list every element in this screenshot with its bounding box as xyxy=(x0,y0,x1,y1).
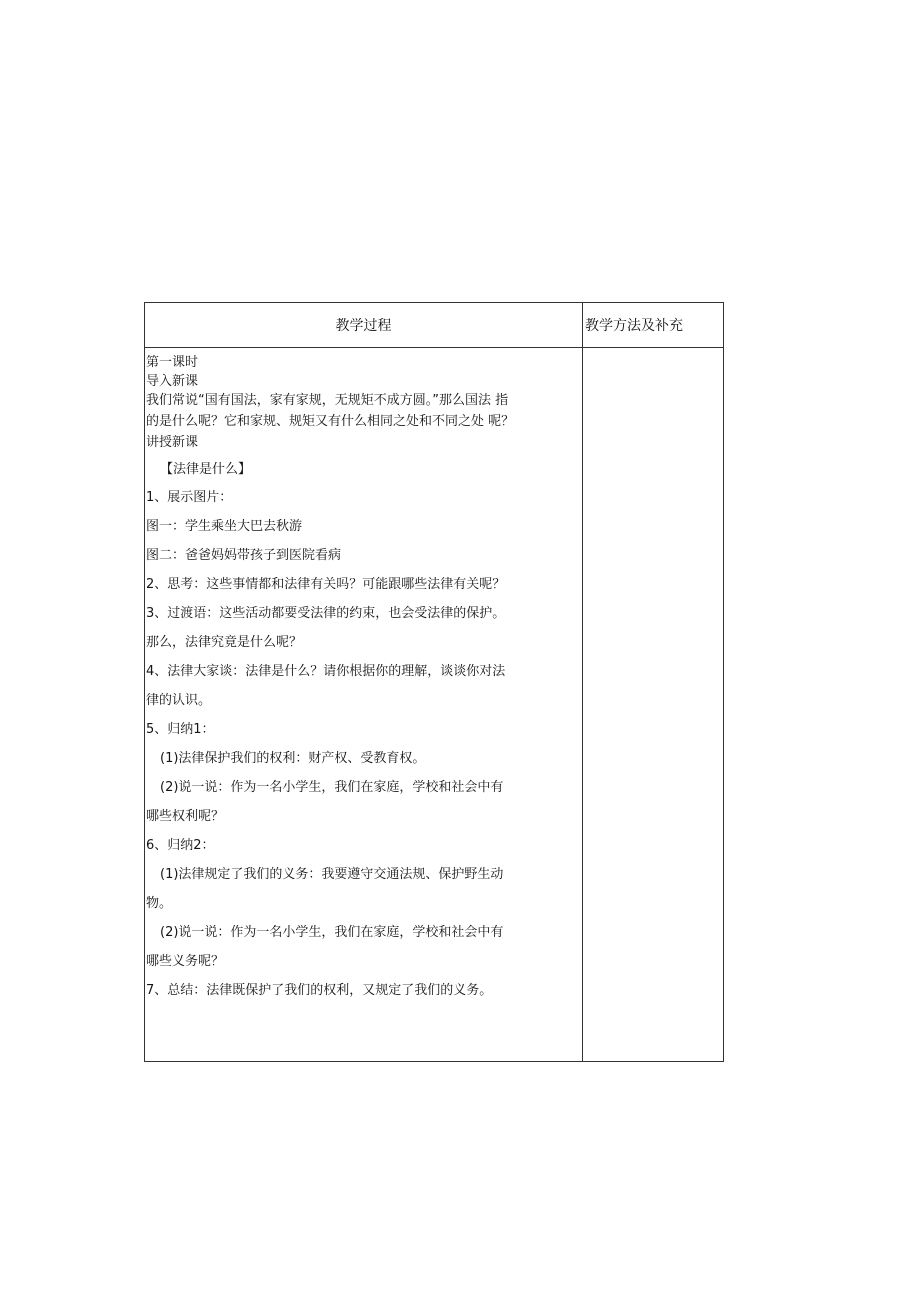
text-line: 讲授新课 xyxy=(146,435,199,450)
text-line: 导入新课 xyxy=(146,374,199,389)
text-line: 哪些义务呢？ xyxy=(146,954,225,969)
text-line: 我们常说“国有国法，家有家规，无规矩不成方圆。”那么国法 指 xyxy=(146,393,509,408)
text-line: (2)说一说：作为一名小学生，我们在家庭，学校和社会中有 xyxy=(160,780,504,795)
text-line: 6、归纳2： xyxy=(146,838,215,853)
text-line: 图二：爸爸妈妈带孩子到医院看病 xyxy=(146,548,342,563)
lesson-plan-table xyxy=(144,302,724,1062)
header-row-divider xyxy=(145,347,723,348)
text-line: 第一课时 xyxy=(146,355,199,370)
text-line: 哪些权利呢？ xyxy=(146,809,225,824)
header-methods-supplement: 教学方法及补充 xyxy=(585,318,683,334)
header-teaching-process: 教学过程 xyxy=(335,318,392,334)
text-line: 7、总结：法律既保护了我们的权利，又规定了我们的义务。 xyxy=(146,983,493,998)
text-line: (1)法律规定了我们的义务：我要遵守交通法规、保护野生动 xyxy=(160,867,504,882)
text-line: 5、归纳1： xyxy=(146,722,215,737)
text-line: 4、法律大家谈：法律是什么？请你根据你的理解，谈谈你对法 xyxy=(146,664,506,679)
text-line: 图一：学生乘坐大巴去秋游 xyxy=(146,519,303,534)
text-line: 3、过渡语：这些活动都要受法律的约束，也会受法律的保护。 xyxy=(146,606,506,621)
text-line: 1、展示图片： xyxy=(146,490,233,505)
text-line: 那么，法律究竟是什么呢？ xyxy=(146,635,303,650)
text-line: (2)说一说：作为一名小学生，我们在家庭，学校和社会中有 xyxy=(160,925,504,940)
text-line: 物。 xyxy=(146,896,173,911)
text-line: 2、思考：这些事情都和法律有关吗？可能跟哪些法律有关呢？ xyxy=(146,577,506,592)
text-line: (1)法律保护我们的权利：财产权、受教育权。 xyxy=(160,751,426,766)
column-divider xyxy=(582,303,583,1061)
section-heading: 【法律是什么】 xyxy=(160,462,252,477)
text-line: 律的认识。 xyxy=(146,693,212,708)
text-line: 的是什么呢？它和家规、规矩又有什么相同之处和不同之处 呢？ xyxy=(146,414,515,429)
